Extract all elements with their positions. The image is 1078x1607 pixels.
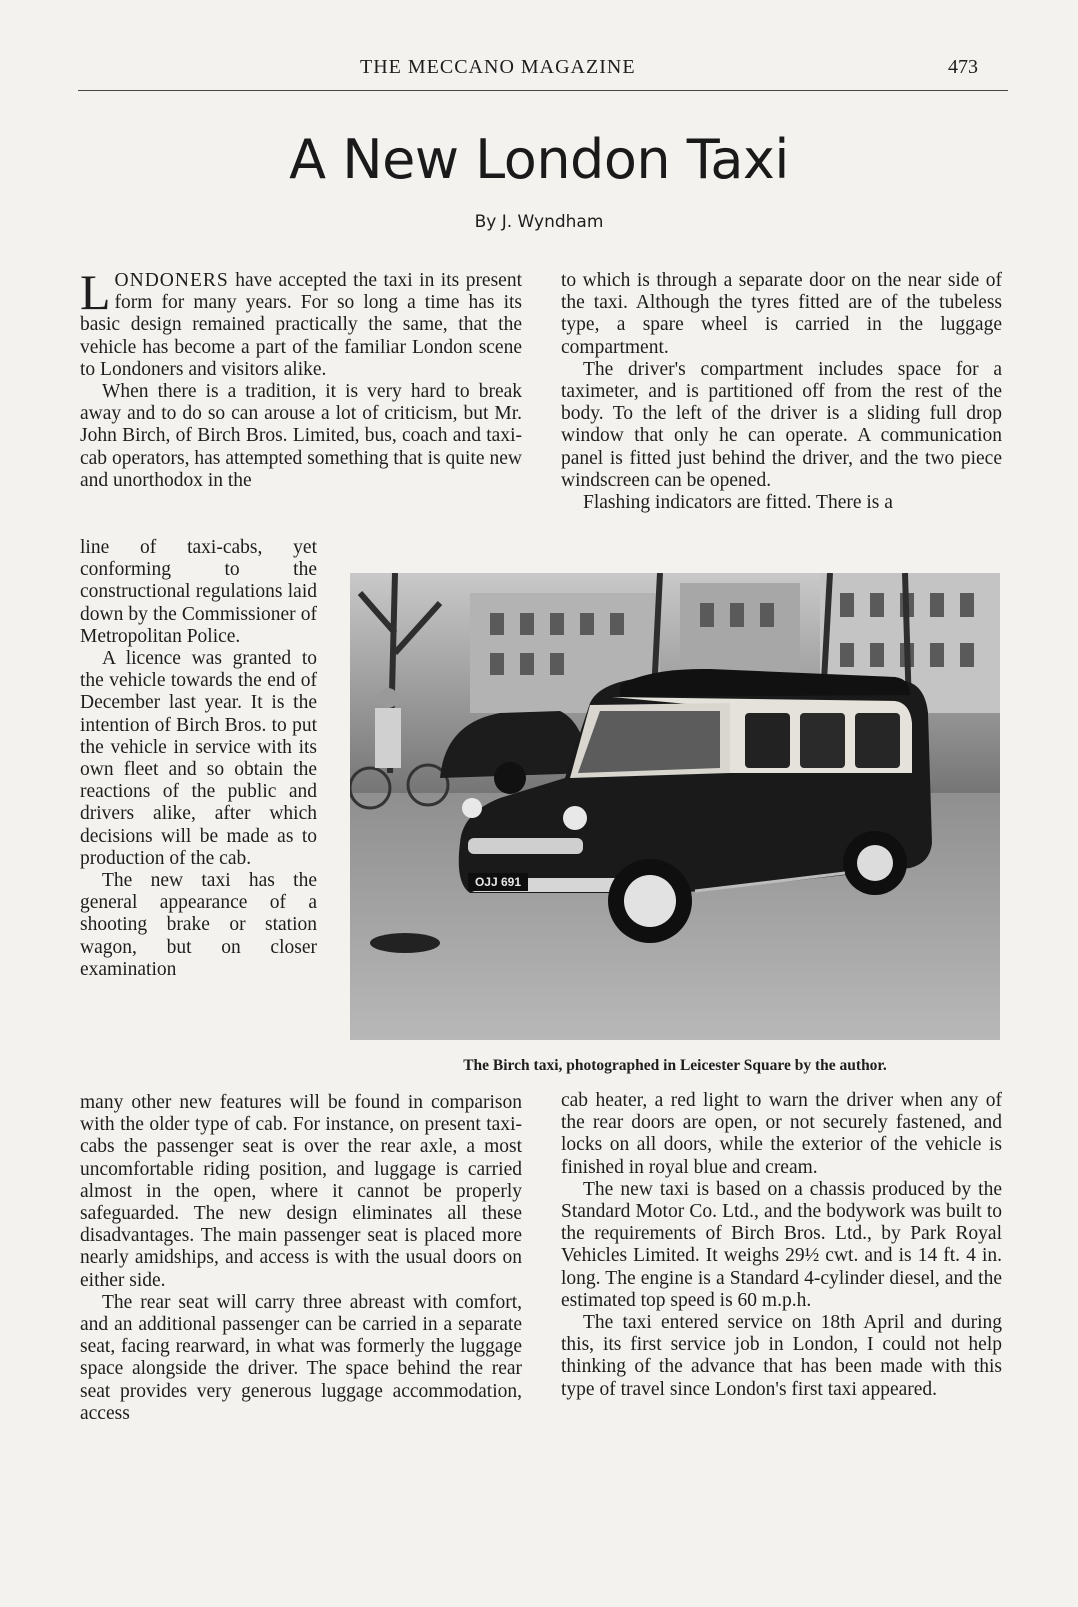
paragraph-4: The new taxi has the general appearance of a shooting brake or station wagon, but on closer examination [80,870,317,980]
column-2-bottom [561,1090,1002,1401]
background-car-wheel [494,762,526,794]
paragraph-1-text: have accepted the taxi in its present form for many years. For so long a time has its basic design remained practically the same, that the vehicle has become a part of the familiar London scene to Londoners and visitors alike. [80,270,522,380]
number-plate: OJJ 691 [474,875,522,889]
column-2-top [561,270,1002,514]
magazine-title: THE MECCANO MAGAZINE [360,56,636,78]
road-puddle [370,933,440,953]
column-2-paragraph-2: The driver's compartment includes space for a taximeter, and is partitioned off from the rest of the body. To the left of the driver is a sliding full drop window that only he can operate. A communication panel is fitted just behind the driver, and the two piece windscreen can be opened. [561,358,1002,491]
column-2-paragraph-4: The new taxi is based on a chassis produced by the Standard Motor Co. Ltd., and the bodywork was built to the requirements of Birch Bros. Ltd., by Park Royal Vehicles Limited. It weighs 29½ cwt. and is 14 ft. 4 in. long. The engine is a Standard 4-cylinder diesel, and the estimated top speed is 60 m.p.h. [561,1178,1002,1311]
paragraph-3: A licence was granted to the vehicle towards the end of December last year. It is the intention of Birch Bros. to put the vehicle in service with its own fleet and so obtain the reactions of the public and drivers alike, after which decisions will be made as to production of the cab. [80,648,317,869]
column-2-paragraph-5: The taxi entered service on 18th April and during this, its first service job in London, I could not help thinking of the advance that has been made with this type of travel since London's first taxi appeared. [561,1312,1002,1400]
column-1-wrap [80,537,317,981]
paragraph-1 [80,264,522,381]
page-number: 473 [948,56,978,78]
column-1-bottom [80,1092,522,1425]
opening-word: ONDONERS [114,270,229,291]
paragraph-2-continued: line of taxi-cabs, yet conforming to the constructional regulations laid down by the Commissioner of Metropolitan Police. [80,537,317,647]
paragraph-5: The rear seat will carry three abreast with comfort, and an additional passenger can be carried in a separate seat, facing rearward, in what was formerly the luggage space alongside the driver. The space behind the rear seat provides very generous luggage accommodation, access [80,1291,522,1424]
photo-caption: The Birch taxi, photographed in Leicester Square by the author. [463,1057,887,1074]
taxi-photo-illustration [350,573,1000,1040]
taxi-photo [350,573,1000,1040]
article-title: A New London Taxi [289,128,789,191]
column-2-paragraph-1: to which is through a separate door on the near side of the taxi. Although the tyres fitted are of the tubeless type, a spare wheel is carried in the luggage compartment. [561,270,1002,358]
column-1-top [80,264,522,492]
paragraph-4-continued: many other new features will be found in comparison with the older type of cab. For instance, on present taxi-cabs the passenger seat is over the rear axle, a most uncomfortable riding position, and luggage is carried almost in the open, where it cannot be properly safeguarded. The new design eliminates all these disadvantages. The main passenger seat is placed more nearly amidships, and access is with the usual doors on either side. [80,1092,522,1291]
column-2-paragraph-3-continued: cab heater, a red light to warn the driver when any of the rear doors are open, or not securely fastened, and locks on all doors, while the exterior of the vehicle is finished in royal blue and cream. [561,1090,1002,1178]
column-2-paragraph-3: Flashing indicators are fitted. There is a [583,492,893,514]
article-byline: By J. Wyndham [474,212,604,232]
header-rule [78,90,1008,91]
drop-cap: L [80,264,111,320]
paragraph-2: When there is a tradition, it is very hard to break away and to do so can arouse a lot of criticism, but Mr. John Birch, of Birch Bros. Limited, bus, coach and taxi-cab operators, has attempted something that is quite new and unorthodox in the [80,381,522,491]
